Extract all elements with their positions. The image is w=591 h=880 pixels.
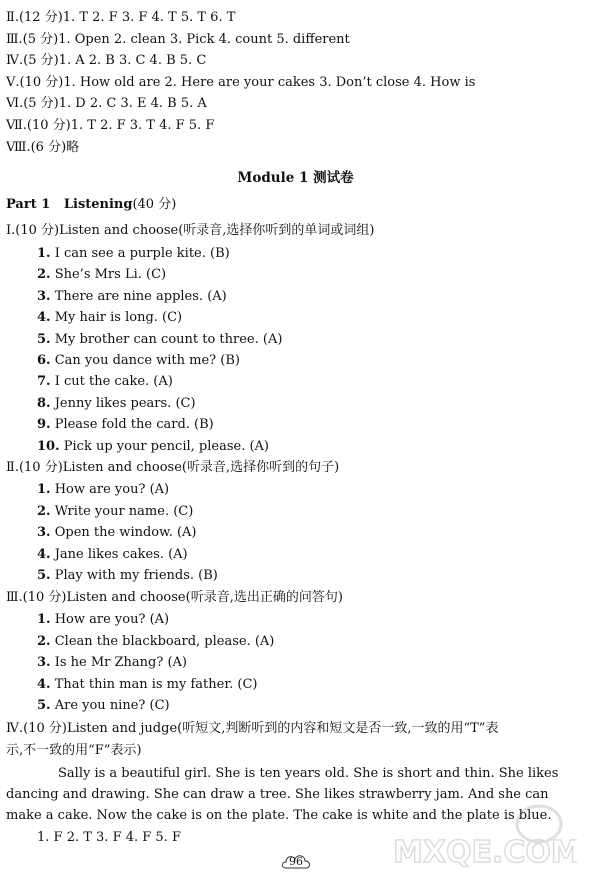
section-1-item-number: 4. [37, 310, 51, 326]
section-1-item-number: 7. [37, 374, 51, 390]
answer-line-4: Ⅳ.(5 分)1. A 2. B 3. C 4. B 5. C [6, 53, 207, 68]
passage-text: Sally is a beautiful girl. She is ten years old. She is short and thin. She likes dancing and drawing. She can draw a tree. She likes strawberry jam. And she can make a cake. Now the cake is on the plate. The cake is white and the plate is blue. [6, 766, 559, 823]
section-4-heading-line2: 示,不一致的用“F”表示) [6, 743, 142, 758]
section-1-heading: Ⅰ.(10 分)Listen and choose(听录音,选择你听到的单词或词组) [6, 223, 375, 238]
section-4-heading-line1: Ⅳ.(10 分)Listen and judge(听短文,判断听到的内容和短文是否一致,一致的用“T”表 [6, 721, 499, 736]
section-2-item-text: Jane likes cakes. (A) [50, 546, 188, 562]
answer-line-2: Ⅱ.(12 分)1. T 2. F 3. F 4. T 5. T 6. T [6, 10, 236, 25]
section-1-item-text: There are nine apples. (A) [50, 288, 227, 304]
section-2-item [37, 524, 197, 542]
part-heading [6, 196, 176, 214]
part-score: (40 分) [132, 197, 177, 212]
section-1-item [37, 266, 166, 284]
section-2-item-number: 3. [37, 525, 51, 541]
section-4-answers: 1. F 2. T 3. F 4. F 5. F [37, 830, 181, 845]
section-1-item-number: 9. [37, 417, 51, 433]
section-3-item [37, 697, 170, 715]
answer-line-3: Ⅲ.(5 分)1. Open 2. clean 3. Pick 4. count 5. different [6, 32, 350, 47]
section-1-item [37, 331, 282, 349]
part-label: Part 1 [6, 197, 51, 212]
section-1-item-number: 6. [37, 353, 51, 368]
section-3-heading: Ⅲ.(10 分)Listen and choose(听录音,选出正确的问答句) [6, 590, 343, 605]
section-2-item-text: Play with my friends. (B) [50, 568, 218, 584]
section-1-item-number: 2. [37, 267, 51, 283]
section-1-item-text: Pick up your pencil, please. (A) [59, 438, 270, 454]
section-2-item-number: 4. [37, 546, 51, 562]
section-3-item-text: Clean the blackboard, please. (A) [50, 633, 275, 649]
section-3-item-number: 5. [37, 698, 51, 714]
section-1-item [37, 245, 230, 263]
section-2-item [37, 546, 188, 564]
section-3-item [37, 654, 187, 672]
section-2-item [37, 567, 218, 585]
section-2-item-text: Open the window. (A) [50, 525, 197, 541]
section-1-item [37, 395, 196, 413]
section-2-item [37, 503, 193, 521]
section-2-heading: Ⅱ.(10 分)Listen and choose(听录音,选择你听到的句子) [6, 460, 340, 475]
section-1-item-text: She’s Mrs Li. (C) [50, 267, 167, 283]
section-1-item-text: Jenny likes pears. (C) [50, 395, 196, 411]
section-3-item-text: That thin man is my father. (C) [50, 676, 258, 692]
watermark [389, 802, 577, 872]
answer-line-5: Ⅴ.(10 分)1. How old are 2. Here are your cakes 3. Don’t close 4. How is [6, 75, 476, 90]
section-3-item-number: 2. [37, 633, 51, 649]
section-1-item-text: My hair is long. (C) [50, 310, 183, 326]
section-1-item [37, 373, 173, 391]
watermark-text: MXQE.COM [393, 835, 577, 870]
answer-line-6: Ⅵ.(5 分)1. D 2. C 3. E 4. B 5. A [6, 96, 207, 111]
answer-line-7: Ⅶ.(10 分)1. T 2. F 3. T 4. F 5. F [6, 118, 215, 133]
section-3-item [37, 611, 169, 629]
section-2-item-number: 5. [37, 568, 51, 584]
page-title: Module 1 测试卷 [237, 170, 354, 186]
part-name: Listening [63, 197, 133, 212]
section-3-item-text: Are you nine? (C) [50, 698, 170, 714]
answer-line-8: Ⅷ.(6 分)略 [6, 140, 80, 155]
section-1-item [37, 416, 214, 434]
page-number-text: 96 [289, 855, 303, 868]
section-3-item-number: 3. [37, 655, 51, 671]
section-2-item-text: How are you? (A) [50, 482, 170, 497]
watermark-logo-icon [389, 802, 577, 872]
section-3-item-text: Is he Mr Zhang? (A) [50, 655, 187, 671]
section-2-item-text: Write your name. (C) [50, 503, 194, 519]
section-3-item [37, 633, 274, 651]
section-2-item-number: 1. [37, 482, 51, 497]
section-1-item-number: 1. [37, 246, 51, 261]
section-1-item-text: I can see a purple kite. (B) [50, 246, 230, 261]
section-1-item-text: My brother can count to three. (A) [50, 331, 283, 347]
section-1-item [37, 438, 269, 456]
section-3-item-text: How are you? (A) [50, 612, 170, 627]
section-1-item-text: Can you dance with me? (B) [50, 353, 240, 368]
section-1-item-number: 8. [37, 395, 51, 411]
section-2-item [37, 481, 169, 499]
section-1-item [37, 352, 240, 370]
section-1-item [37, 309, 182, 327]
section-3-item-number: 4. [37, 676, 51, 692]
page-number [280, 852, 312, 872]
section-3-item [37, 676, 257, 694]
section-2-item-number: 2. [37, 503, 51, 519]
section-3-item-number: 1. [37, 612, 51, 627]
section-1-item-text: I cut the cake. (A) [50, 374, 173, 390]
section-1-item-number: 5. [37, 331, 51, 347]
section-1-item-text: Please fold the card. (B) [50, 417, 214, 433]
section-1-item [37, 288, 227, 306]
section-1-item-number: 10. [37, 438, 60, 454]
section-1-item-number: 3. [37, 288, 51, 304]
